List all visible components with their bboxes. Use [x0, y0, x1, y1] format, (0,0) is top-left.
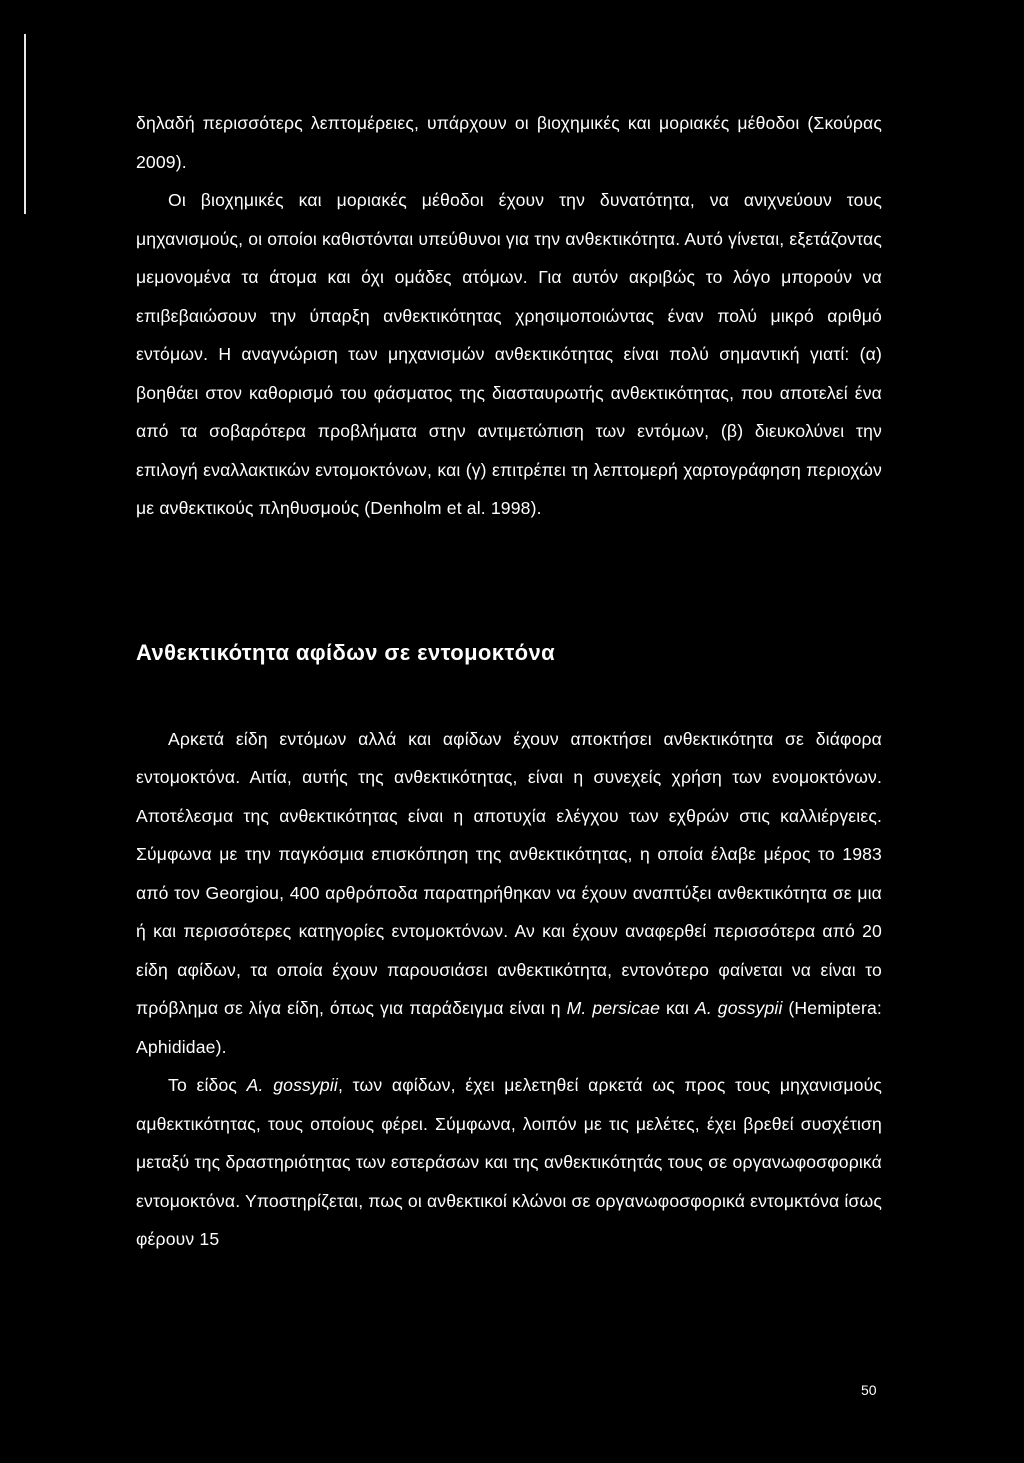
paragraph-text: (Hemiptera: Aphididae).	[136, 998, 882, 1057]
page-content	[136, 104, 882, 1259]
species-name: A. gossypii	[246, 1075, 338, 1095]
paragraph-aphid-resistance	[136, 720, 882, 1067]
paragraph-text: Το είδος	[168, 1075, 247, 1095]
paragraph-gossypii	[136, 1066, 882, 1259]
paragraph-text: και	[660, 998, 695, 1018]
species-name: M. persicae	[566, 998, 661, 1018]
paragraph-continuation: δηλαδή περισσότερς λεπτομέρειες, υπάρχουν οι βιοχημικές και μοριακές μέθοδοι (Σκούρας 2009).	[136, 113, 882, 172]
species-name: A. gossypii	[694, 998, 783, 1018]
scan-edge-line	[24, 34, 26, 214]
paragraph-biochemical-methods: Οι βιοχημικές και μοριακές μέθοδοι έχουν την δυνατότητα, να ανιχνεύουν τους μηχανισμούς, οι οποίοι καθιστόνται υπεύθυνοι για την ανθεκτικότητα. Αυτό γίνεται, εξετάζοντας μεμονομένα τα άτομα και όχι ομάδες ατόμων. Για αυτόν ακριβώς το λόγο μπορούν να επιβεβαιώσουν την ύπαρξη ανθεκτικότητας χρησιμοποιώντας έναν πολύ μικρό αριθμό εντόμων. Η αναγνώριση των μηχανισμών ανθεκτικότητας είναι πολύ σημαντική γιατί: (α) βοηθάει στον καθορισμό του φάσματος της διασταυρωτής ανθεκτικότητας, που αποτελεί ένα από τα σοβαρότερα προβλήματα στην αντιμετώπιση των εντόμων, (β) διευκολύνει την επιλογή εναλλακτικών εντομοκτόνων, και (γ) επιτρέπει τη λεπτομερή χαρτογράφηση περιοχών με ανθεκτικούς πληθυσμούς (Denholm et al. 1998).	[136, 190, 882, 518]
page-number: 50	[861, 1382, 877, 1398]
paragraph-text: , των αφίδων, έχει μελετηθεί αρκετά ως προς τους μηχανισμούς αμθεκτικότητας, τους οποίους φέρει. Σύμφωνα, λοιπόν με τις μελέτες, έχει βρεθεί συσχέτιση μεταξύ της δραστηριότητας των εστεράσων και της ανθεκτικότητάς τους σε οργανωφοσφορικά εντομοκτόνα. Υποστηρίζεται, πως οι ανθεκτικοί κλώνοι σε οργανωφοσφορικά εντομκτόνα ίσως φέρουν 15	[136, 1075, 882, 1249]
paragraph-text: Αρκετά είδη εντόμων αλλά και αφίδων έχουν αποκτήσει ανθεκτικότητα σε διάφορα εντομοκτόνα. Αιτία, αυτής της ανθεκτικότητας, είναι η συνεχείς χρήση των ενομοκτόνων. Αποτέλεσμα της ανθεκτικότητας είναι η αποτυχία ελέγχου των εχθρών στις καλλιέργειες. Σύμφωνα με την παγκόσμια επισκόπηση της ανθεκτικότητας, η οποία έλαβε μέρος το 1983 από τον Georgiou, 400 αρθρόποδα παρατηρήθηκαν να έχουν αναπτύξει ανθεκτικότητα σε μια ή και περισσότερες κατηγορίες εντομοκτόνων. Αν και έχουν αναφερθεί περισσότερα από 20 είδη αφίδων, τα οποία έχουν παρουσιάσει ανθεκτικότητα, εντονότερο φαίνεται να είναι το πρόβλημα σε λίγα είδη, όπως για παράδειγμα είναι η	[136, 728, 882, 1018]
section-heading: Ανθεκτικότητα αφίδων σε εντομοκτόνα	[136, 639, 556, 665]
